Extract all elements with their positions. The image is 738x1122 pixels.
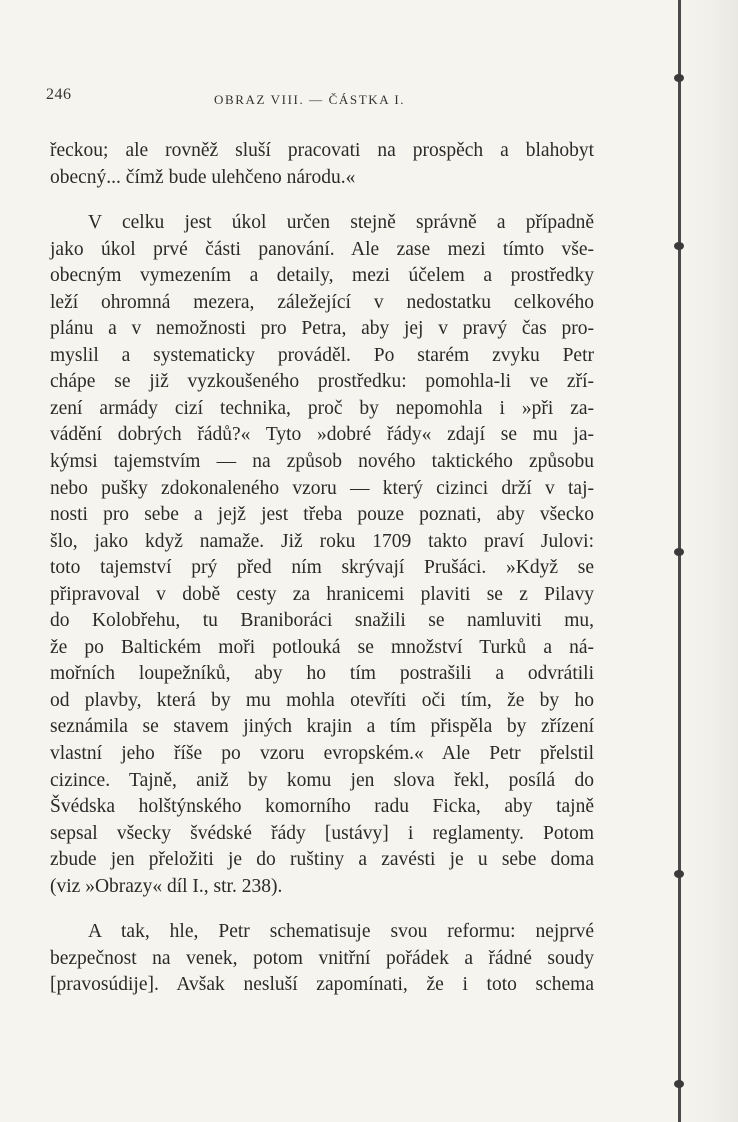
text-line: Švédska holštýnského komorního radu Ficka, aby tajně — [50, 796, 594, 818]
text-line: (viz »Obrazy« díl I., str. 238). — [50, 875, 283, 897]
text-line: šlo, jako když namaže. Již roku 1709 takto praví Julovi: — [50, 530, 594, 552]
text-line: do Kolobřehu, tu Braniboráci snažili se namluviti mu, — [50, 610, 594, 632]
text-line: nebo pušky zdokonaleného vzoru — který cizinci drží v taj- — [50, 477, 594, 499]
text-line: sepsal všecky švédské řády [ustávy] i reglamenty. Potom — [50, 822, 594, 844]
text-line: cizince. Tajně, aniž by komu jen slova řekl, posílá do — [50, 769, 594, 791]
paragraph — [50, 210, 594, 900]
text-line: vlastní jeho říše po vzoru evropském.« Ale Petr přelstil — [50, 743, 594, 765]
text-line: A tak, hle, Petr schematisuje svou reformu: nejprvé — [88, 921, 594, 943]
text-line: chápe se již vyzkoušeného prostředku: pomohla-li ve zří- — [50, 371, 594, 393]
binding-mark — [674, 1080, 684, 1088]
text-line: seznámila se stavem jiných krajin a tím přispěla by zřízení — [50, 716, 594, 738]
text-line: myslil a systematicky prováděl. Po starém zvyku Petr — [50, 344, 594, 366]
text-line: obecným vymezením a detaily, mezi účelem a prostředky — [50, 265, 594, 287]
text-line: mořních loupežníků, aby ho tím postrašili a odvrátili — [50, 663, 594, 685]
body-text — [50, 138, 594, 999]
paragraph-gap — [50, 900, 594, 919]
text-line: vádění dobrých řádů?« Tyto »dobré řády« zdají se mu ja- — [50, 424, 594, 446]
binding-mark — [674, 74, 684, 82]
text-line: řeckou; ale rovněž sluší pracovati na prospěch a blahobyt — [50, 140, 594, 161]
binding-mark — [674, 548, 684, 556]
text-line: V celku jest úkol určen stejně správně a případně — [88, 212, 594, 234]
paragraph — [50, 138, 594, 191]
binding-mark — [674, 870, 684, 878]
text-line: obecný... čímž bude ulehčeno národu.« — [50, 166, 356, 188]
text-line: připravoval v době cesty za hranicemi plaviti se z Pilavy — [50, 583, 594, 605]
text-line: zení armády cizí technika, proč by nepomohla i »při za- — [50, 397, 594, 419]
binding-edge — [678, 0, 681, 1122]
text-line: nosti pro sebe a jejž jest třeba pouze poznati, aby všecko — [50, 504, 594, 526]
text-line: leží ohromná mezera, záležející v nedostatku celkového — [50, 291, 594, 313]
text-line: zbude jen přeložiti je do ruštiny a zavésti je u sebe doma — [50, 849, 594, 871]
paragraph — [50, 919, 594, 999]
binding-mark — [674, 242, 684, 250]
text-line: kýmsi tajemstvím — na způsob nového taktického způsobu — [50, 451, 594, 473]
text-line: toto tajemství prý před ním skrývají Prušáci. »Když se — [50, 557, 594, 579]
text-line: plánu a v nemožnosti pro Petra, aby jej v pravý čas pro- — [50, 318, 594, 340]
page-number: 246 — [46, 86, 72, 103]
page-edge-shadow — [676, 0, 738, 1122]
text-line: [pravosúdije]. Avšak nesluší zapomínati, že i toto schema — [50, 974, 594, 996]
paragraph-gap — [50, 191, 594, 210]
running-head: OBRAZ VIII. — ČÁSTKA I. — [214, 92, 406, 107]
text-line: od plavby, která by mu mohla otevříti oči tím, že by ho — [50, 689, 594, 711]
text-line: že po Baltickém moři potlouká se množství Turků a ná- — [50, 636, 594, 658]
text-line: bezpečnost na venek, potom vnitřní pořádek a řádné soudy — [50, 947, 594, 969]
page-header — [46, 86, 606, 112]
text-line: jako úkol prvé části panování. Ale zase mezi tímto vše- — [50, 238, 594, 260]
